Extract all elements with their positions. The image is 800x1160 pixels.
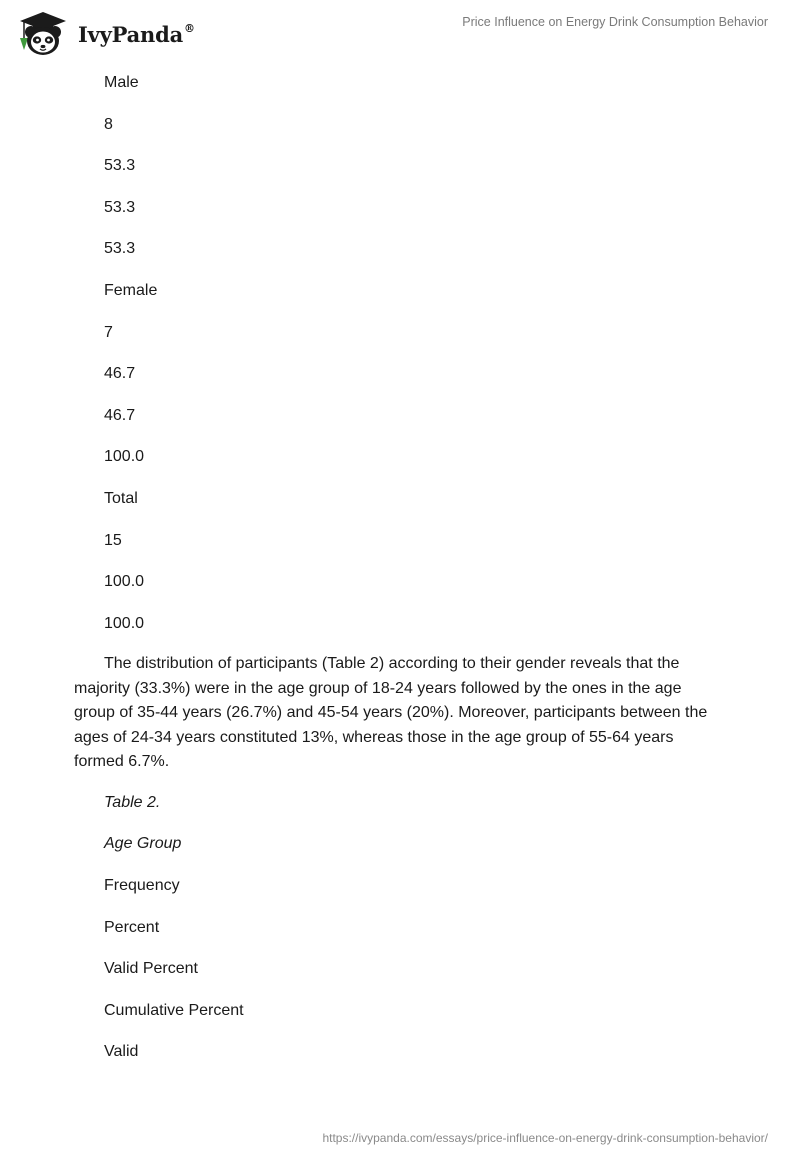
source-url-link[interactable]: https://ivypanda.com/essays/price-influence-on-energy-drink-consumption-behavior/ xyxy=(322,1131,768,1145)
panda-graduate-icon xyxy=(14,8,72,58)
table-column-header: Cumulative Percent xyxy=(104,1001,244,1019)
table-cell: 53.3 xyxy=(104,198,136,216)
table-cell: Female xyxy=(104,281,158,299)
table-cell: 53.3 xyxy=(104,240,136,258)
table-cell: 46.7 xyxy=(104,365,136,383)
table-heading: Age Group xyxy=(104,835,182,853)
table-caption: Table 2. xyxy=(104,793,161,811)
table-row-label: Valid xyxy=(104,1043,139,1061)
table-cell: 53.3 xyxy=(104,157,136,175)
table-cell: Male xyxy=(104,74,139,91)
page-header xyxy=(0,0,800,64)
ivypanda-logo[interactable] xyxy=(14,8,195,58)
table-cell: 15 xyxy=(104,531,122,549)
body-paragraph: The distribution of participants (Table 2) according to their gender reveals that the majority (33.3%) were in the age group of 18-24 years followed by the ones in the age group of 35-44 years (26.7%) and 45-54 years (20%). Moreover, participants between the ages of 24-34 years constituted 13%, whereas those in the age group of 55-64 years formed 6.7%. xyxy=(74,655,708,771)
table-cell: 46.7 xyxy=(104,406,136,424)
table-column-header: Percent xyxy=(104,918,160,936)
table-cell: 100.0 xyxy=(104,614,145,632)
table-column-header: Frequency xyxy=(104,877,180,894)
registered-mark: ® xyxy=(184,21,195,35)
table-cell: 7 xyxy=(104,323,113,341)
table-cell: 8 xyxy=(104,115,113,133)
table-column-header: Valid Percent xyxy=(104,960,198,978)
table-cell: 100.0 xyxy=(104,448,145,466)
essay-content xyxy=(74,70,714,1081)
table-cell: 100.0 xyxy=(104,573,145,591)
document-title: Price Influence on Energy Drink Consumption Behavior xyxy=(462,15,768,29)
brand-name-text: IvyPanda xyxy=(78,21,184,47)
brand-name xyxy=(78,22,195,47)
table-cell: Total xyxy=(104,489,138,507)
